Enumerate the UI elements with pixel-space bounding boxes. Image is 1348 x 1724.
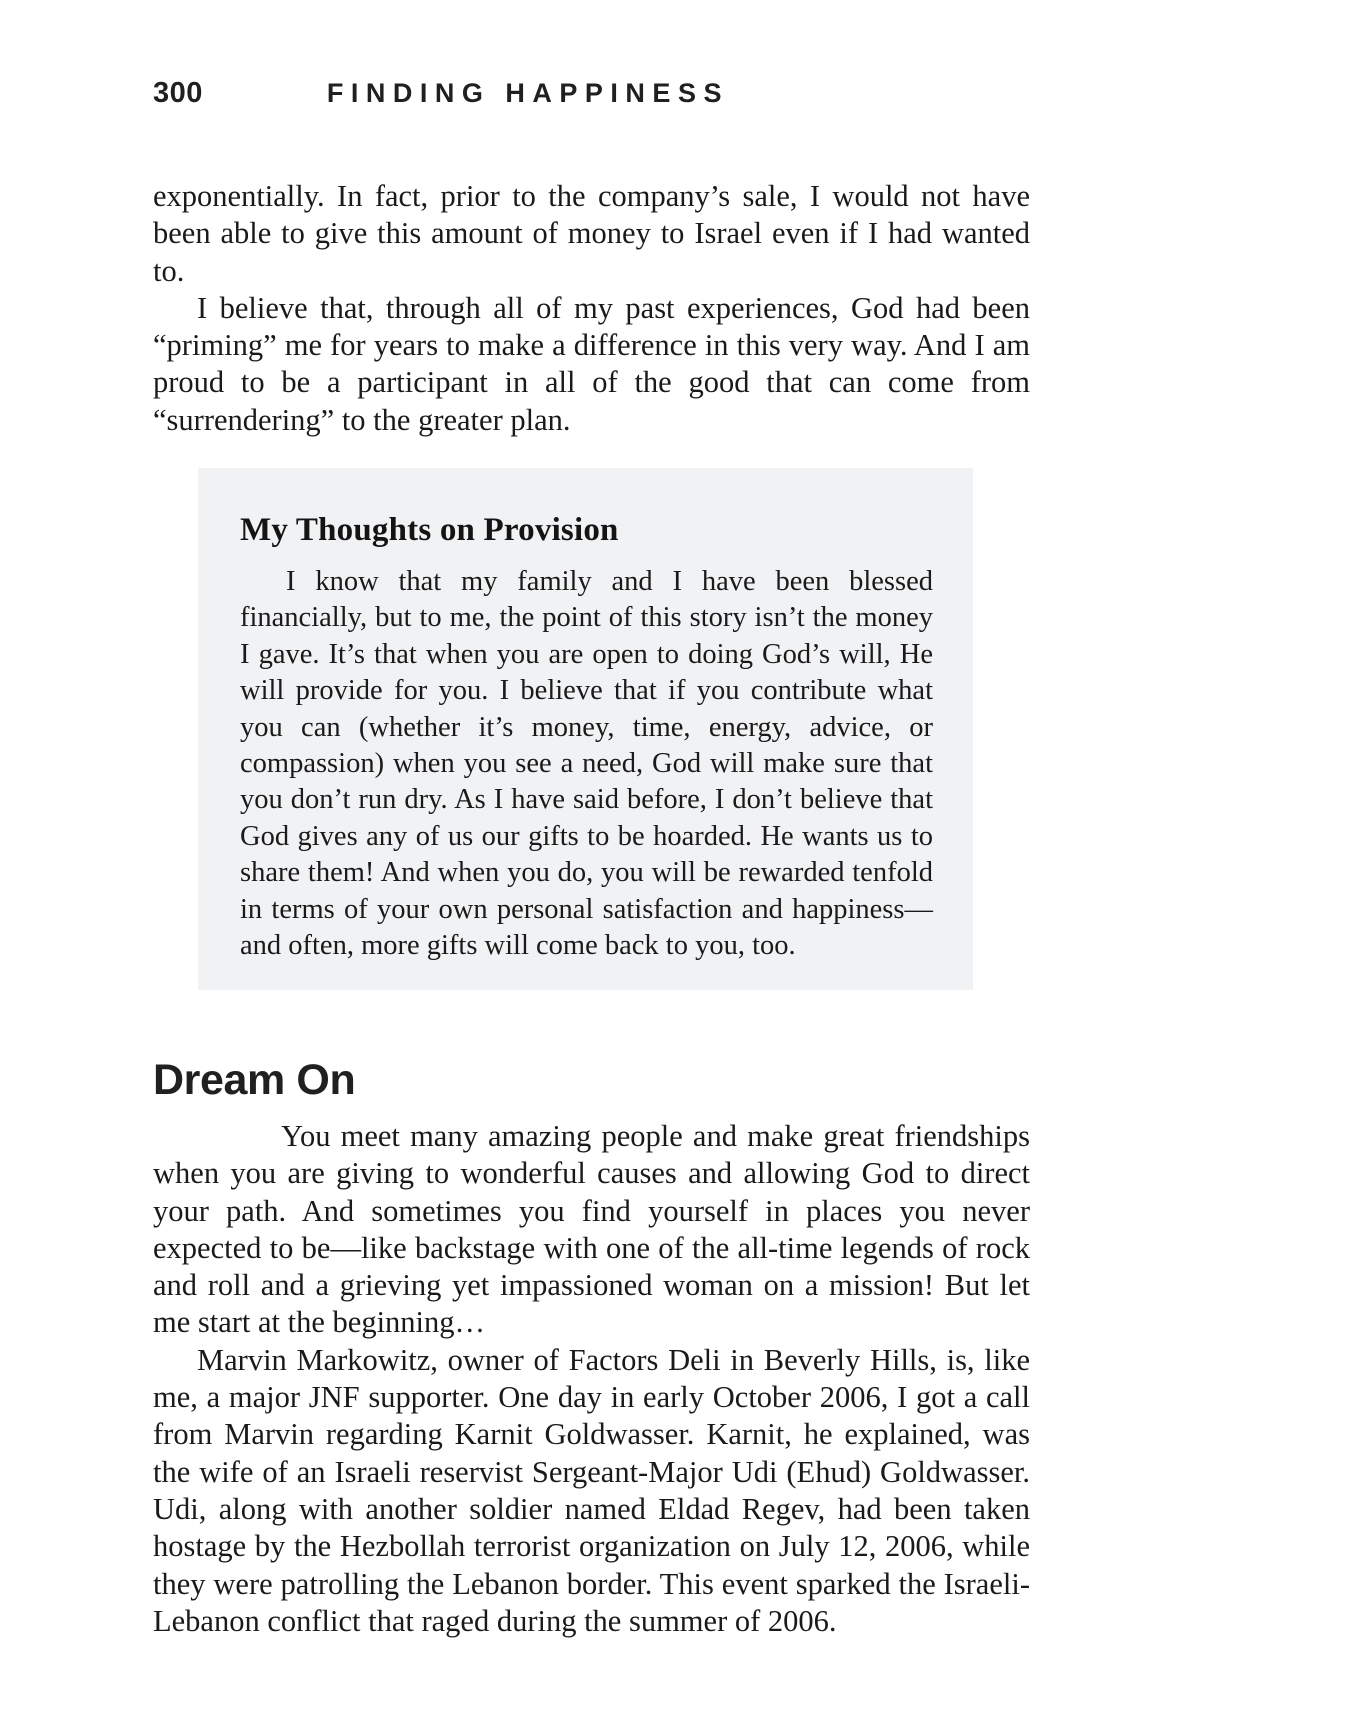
paragraph-priming: I believe that, through all of my past experiences, God had been “priming” me for years to make a difference in this very way. And I am proud to be a participant in all of the good that can come from “surrendering” to the greater plan. bbox=[153, 290, 1030, 437]
section-heading-dream-on: Dream On bbox=[153, 1056, 356, 1104]
lower-body-text bbox=[153, 1118, 1030, 1640]
callout-title: My Thoughts on Provision bbox=[240, 512, 619, 548]
running-title: FINDING HAPPINESS bbox=[326, 77, 729, 108]
paragraph-dream-on-intro: You meet many amazing people and make great friendships when you are giving to wonderful causes and allowing God to direct your path. And sometimes you find yourself in places you never expected to be—like backstage with one of the all-time legends of rock and roll and a grieving yet impassioned woman on a mission! But let me start at the beginning… bbox=[153, 1119, 1030, 1340]
callout-body: I know that my family and I have been blessed financially, but to me, the point of this story isn’t the money I gave. It’s that when you are open to doing God’s will, He will provide for you. I believe that if you contribute what you can (whether it’s money, time, energy, advice, or compassion) when you see a need, God will make sure that you don’t run dry. As I have said before, I don’t believe that God gives any of us our gifts to be hoarded. He wants us to share them! And when you do, you will be rewarded tenfold in terms of your own personal satisfaction and happiness—and often, more gifts will come back to you, too. bbox=[240, 566, 933, 962]
running-head bbox=[153, 70, 1033, 116]
paragraph-continuation: exponentially. In fact, prior to the company’s sale, I would not have been able to give this amount of money to Israel even if I had wanted to. bbox=[153, 179, 1030, 288]
upper-body-text bbox=[153, 178, 1030, 439]
paragraph-marvin-markowitz: Marvin Markowitz, owner of Factors Deli in Beverly Hills, is, like me, a major JNF supporter. One day in early October 2006, I got a call from Marvin regarding Karnit Goldwasser. Karnit, he explained, was the wife of an Israeli reservist Sergeant-Major Udi (Ehud) Goldwasser. Udi, along with another soldier named Eldad Regev, had been taken hostage by the Hezbollah terrorist organization on July 12, 2006, while they were patrolling the Lebanon border. This event sparked the Israeli-Lebanon conflict that raged during the summer of 2006. bbox=[153, 1342, 1030, 1638]
callout-box bbox=[198, 468, 973, 990]
page-number: 300 bbox=[153, 76, 203, 109]
